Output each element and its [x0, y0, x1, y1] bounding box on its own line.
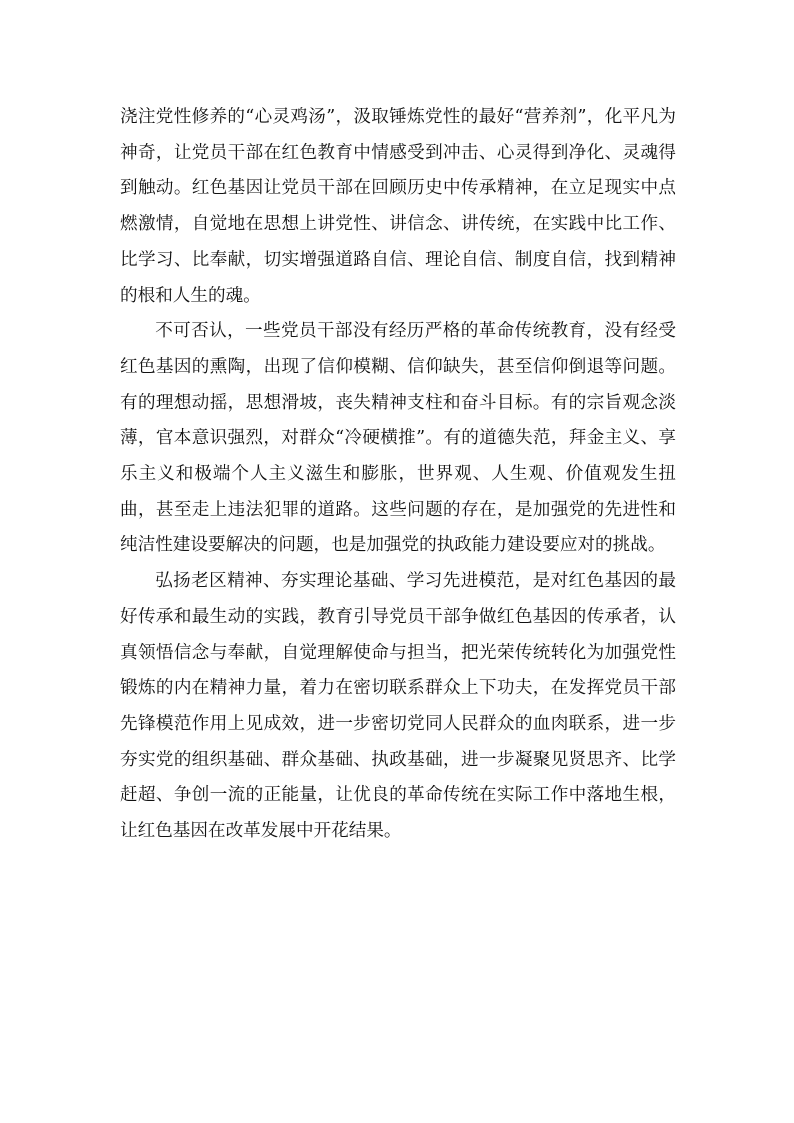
- paragraph-continued: 浇注党性修养的“心灵鸡汤”，汲取锤炼党性的最好“营养剂”，化平凡为神奇，让党员干部在红色教育中情感受到冲击、心灵得到净化、灵魂得到触动。红色基因让党员干部在回顾历史中传承精神，在立足现实中点燃激情，自觉地在思想上讲党性、讲信念、讲传统，在实践中比工作、比学习、比奉献，切实增强道路自信、理论自信、制度自信，找到精神的根和人生的魂。: [120, 107, 676, 306]
- document-body: [120, 100, 676, 850]
- paragraph: 弘扬老区精神、夯实理论基础、学习先进模范，是对红色基因的最好传承和最生动的实践，教育引导党员干部争做红色基因的传承者，认真领悟信念与奉献，自觉理解使命与担当，把光荣传统转化为加强党性锻炼的内在精神力量，着力在密切联系群众上下功夫，在发挥党员干部先锋模范作用上见成效，进一步密切党同人民群众的血肉联系，进一步夯实党的组织基础、群众基础、执政基础，进一步凝聚见贤思齐、比学赶超、争创一流的正能量，让优良的革命传统在实际工作中落地生根，让红色基因在改革发展中开花结果。: [120, 571, 676, 842]
- paragraph: 不可否认，一些党员干部没有经历严格的革命传统教育，没有经受红色基因的熏陶，出现了信仰模糊、信仰缺失，甚至信仰倒退等问题。有的理想动摇，思想滑坡，丧失精神支柱和奋斗目标。有的宗旨观念淡薄，官本意识强烈，对群众“冷硬横推”。有的道德失范，拜金主义、享乐主义和极端个人主义滋生和膨胀，世界观、人生观、价值观发生扭曲，甚至走上违法犯罪的道路。这些问题的存在，是加强党的先进性和纯洁性建设要解决的问题，也是加强党的执政能力建设要应对的挑战。: [120, 321, 676, 556]
